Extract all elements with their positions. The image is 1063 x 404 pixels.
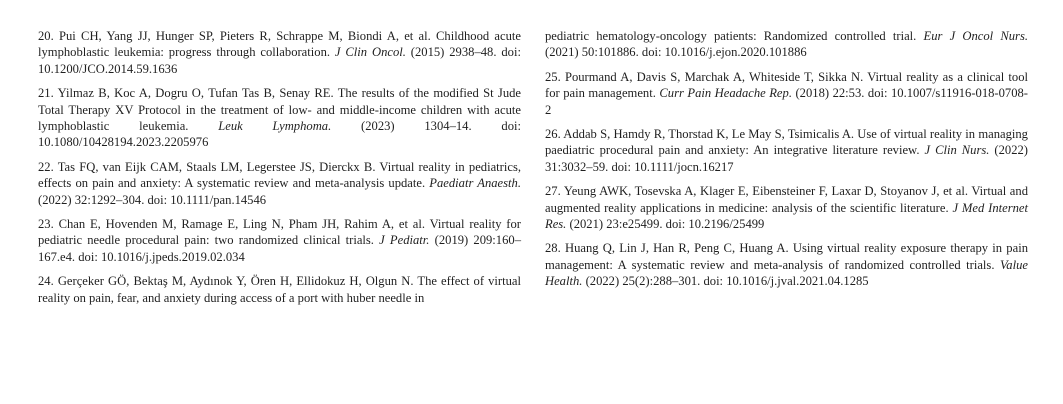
reference-21	[38, 85, 521, 151]
reference-text: pediatric hematology-oncology patients: Randomized controlled trial.	[545, 29, 917, 43]
reference-details: (2022) 31:3032–59. doi: 10.1111/jocn.16217	[545, 143, 1028, 174]
reference-journal: J Clin Oncol.	[334, 45, 406, 60]
reference-number: 25.	[545, 69, 561, 84]
reference-journal: Eur J Oncol Nurs.	[923, 29, 1029, 43]
references-columns	[38, 28, 1028, 314]
reference-journal: J Clin Nurs.	[924, 143, 990, 158]
reference-text: Huang Q, Lin J, Han R, Peng C, Huang A. Using virtual reality exposure therapy in pain management: A systematic review and meta-analysis of randomized controlled trials.	[545, 241, 1028, 272]
reference-23	[38, 216, 521, 265]
reference-number: 23.	[38, 217, 54, 232]
reference-details: (2022) 32:1292–304. doi: 10.1111/pan.14546	[38, 192, 267, 207]
reference-details: (2023) 1304–14. doi: 10.1080/10428194.2023.2205976	[38, 119, 521, 150]
reference-27	[545, 183, 1028, 232]
reference-number: 21.	[38, 86, 54, 101]
reference-journal: Curr Pain Headache Rep.	[659, 86, 792, 101]
references-right-column	[545, 28, 1028, 314]
reference-text: Gerçeker GÖ, Bektaş M, Aydınok Y, Ören H, Ellidokuz H, Olgun N. The effect of virtual reality on pain, fear, and anxiety during access of a port with huber needle in	[38, 274, 521, 305]
reference-number: 20.	[38, 29, 54, 43]
reference-journal: Leuk Lymphoma.	[218, 119, 332, 134]
reference-number: 27.	[545, 184, 561, 199]
reference-details: (2015) 2938–48. doi: 10.1200/JCO.2014.59.1636	[38, 45, 521, 76]
reference-25	[545, 69, 1028, 118]
reference-text: Yilmaz B, Koc A, Dogru O, Tufan Tas B, Senay RE. The results of the modified St Jude Total Therapy XV Protocol in the treatment of low- and middle-income children with acute lymphoblastic leukemia.	[38, 86, 522, 134]
references-left-column	[38, 28, 521, 314]
reference-journal: J Med Internet Res.	[545, 200, 1028, 232]
reference-journal: Value Health.	[545, 257, 1028, 289]
reference-text: Pui CH, Yang JJ, Hunger SP, Pieters R, Schrappe M, Biondi A, et al. Childhood acute lymphoblastic leukemia: progress through collaboration.	[38, 29, 521, 60]
reference-22	[38, 159, 521, 208]
reference-journal: Paediatr Anaesth.	[429, 176, 521, 191]
reference-24-start	[38, 273, 521, 306]
reference-number: 28.	[545, 241, 561, 256]
reference-text: Pourmand A, Davis S, Marchak A, Whiteside T, Sikka N. Virtual reality as a clinical tool for pain management.	[545, 69, 1028, 101]
reference-details: (2022) 25(2):288–301. doi: 10.1016/j.jval.2021.04.1285	[585, 274, 869, 289]
reference-20	[38, 28, 521, 77]
reference-number: 26.	[545, 127, 561, 142]
reference-number: 24.	[38, 274, 54, 289]
reference-details: (2019) 209:160–167.e4. doi: 10.1016/j.jpeds.2019.02.034	[38, 233, 521, 264]
reference-number: 22.	[38, 159, 54, 174]
reference-text: Addab S, Hamdy R, Thorstad K, Le May S, Tsimicalis A. Use of virtual reality in managing paediatric procedural pain and anxiety: An integrative literature review.	[545, 127, 1028, 158]
reference-details: (2018) 22:53. doi: 10.1007/s11916-018-0708-2	[545, 86, 1029, 117]
reference-text: Tas FQ, van Eijk CAM, Staals LM, Legerstee JS, Dierckx B. Virtual reality in pediatrics, effects on pain and anxiety: A systematic review and meta-analysis update.	[38, 159, 521, 191]
reference-28	[545, 240, 1028, 289]
reference-24-continued	[545, 28, 1028, 61]
reference-details: (2021) 50:101886. doi: 10.1016/j.ejon.2020.101886	[545, 45, 807, 60]
reference-text: Chan E, Hovenden M, Ramage E, Ling N, Pham JH, Rahim A, et al. Virtual reality for pediatric needle procedural pain: two randomized clinical trials.	[38, 217, 521, 248]
reference-26	[545, 126, 1028, 175]
reference-journal: J Pediatr.	[379, 233, 430, 248]
reference-details: (2021) 23:e25499. doi: 10.2196/25499	[569, 217, 765, 232]
reference-text: Yeung AWK, Tosevska A, Klager E, Eibensteiner F, Laxar D, Stoyanov J, et al. Virtual and augmented reality applications in medicine: analysis of the scientific literature.	[545, 184, 1028, 215]
